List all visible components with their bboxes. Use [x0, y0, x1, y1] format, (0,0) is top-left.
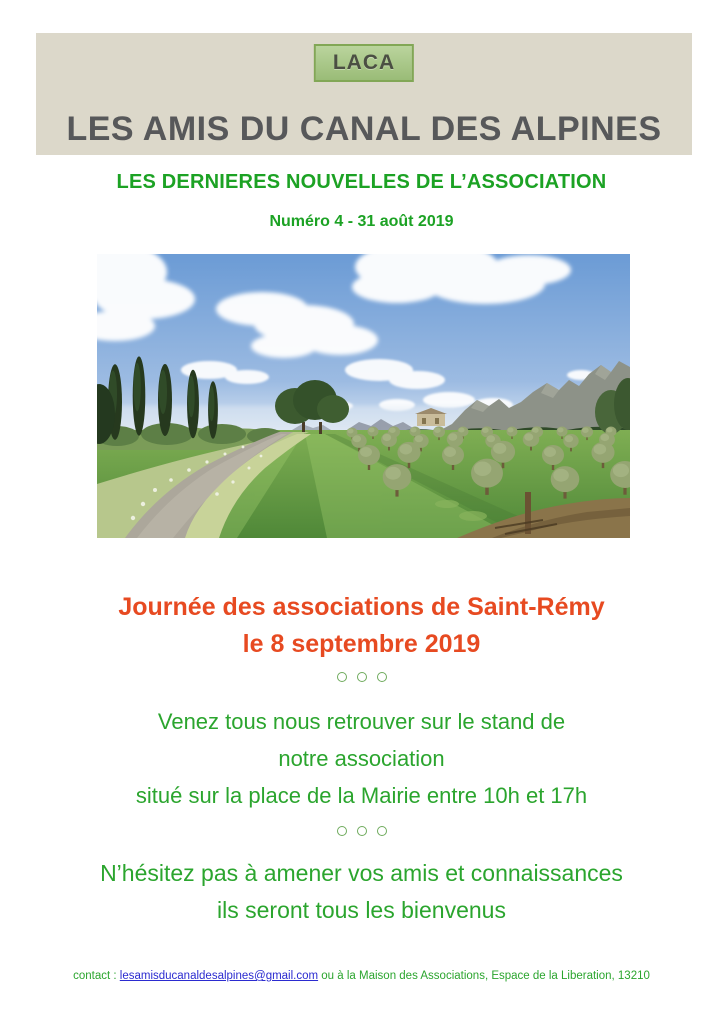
- landscape-photo: [97, 254, 630, 538]
- dot-icon: [337, 672, 347, 682]
- invite-line2: notre association: [278, 746, 445, 771]
- invite-paragraph: [0, 703, 723, 814]
- invite-line1: Venez tous nous retrouver sur le stand de: [157, 709, 566, 734]
- laca-logo: LACA: [314, 44, 414, 82]
- dot-icon: [357, 826, 367, 836]
- header-banner: [36, 33, 692, 155]
- contact-email-link[interactable]: lesamisducanaldesalpines@gmail.com: [119, 970, 319, 982]
- invite-line3: situé sur la place de la Mairie entre 10h et 17h: [135, 783, 588, 808]
- event-title-line1: Journée des associations de Saint-Rémy: [118, 593, 605, 621]
- separator-dots: [0, 826, 723, 838]
- separator-dots: [0, 672, 723, 684]
- issue-date: Numéro 4 - 31 août 2019: [269, 213, 454, 230]
- welcome-line1: N’hésitez pas à amener vos amis et connaissances: [100, 860, 623, 886]
- dot-icon: [337, 826, 347, 836]
- dot-icon: [377, 826, 387, 836]
- dot-icon: [357, 672, 367, 682]
- association-title: LES AMIS DU CANAL DES ALPINES: [66, 110, 662, 148]
- contact-suffix: ou à la Maison des Associations, Espace de la Liberation, 13210: [318, 970, 650, 982]
- welcome-line2: ils seront tous les bienvenus: [217, 897, 506, 923]
- newsletter-heading: LES DERNIERES NOUVELLES DE L’ASSOCIATION: [116, 171, 607, 193]
- welcome-paragraph: [0, 855, 723, 929]
- contact-prefix: contact :: [73, 970, 120, 982]
- dot-icon: [377, 672, 387, 682]
- event-title: [0, 589, 723, 663]
- contact-footer: [0, 970, 723, 982]
- event-title-line2: le 8 septembre 2019: [242, 630, 481, 658]
